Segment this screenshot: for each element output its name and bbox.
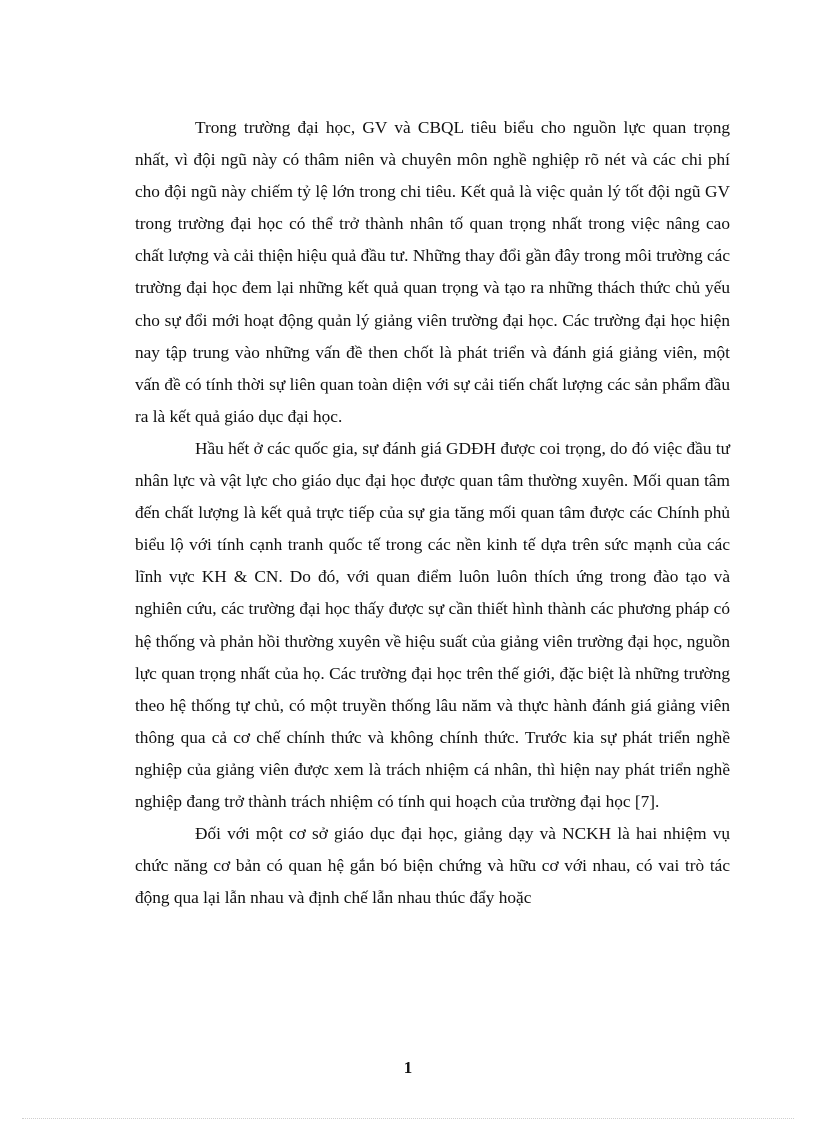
paragraph-3: Đối với một cơ sở giáo dục đại học, giảng dạy và NCKH là hai nhiệm vụ chức năng cơ bản có quan hệ gắn bó biện chứng và hữu cơ với nhau, có vai trò tác động qua lại lẫn nhau và định chế lẫn nhau thúc đẩy hoặc xyxy=(135,824,730,908)
paragraph-1: Trong trường đại học, GV và CBQL tiêu biểu cho nguồn lực quan trọng nhất, vì đội ngũ này có thâm niên và chuyên môn nghề nghiệp rõ nét và các chi phí cho đội ngũ này chiếm tỷ lệ lớn trong chi tiêu. Kết quả là việc quản lý tốt đội ngũ GV trong trường đại học có thể trở thành nhân tố quan trọng nhất trong việc nâng cao chất lượng và cải thiện hiệu quả đầu tư. Những thay đổi gần đây trong môi trường các trường đại học đem lại những kết quả quan trọng và tạo ra những thách thức chủ yếu cho sự đổi mới hoạt động quản lý giảng viên trường đại học. Các trường đại học hiện nay tập trung vào những vấn đề then chốt là phát triển và đánh giá giảng viên, một vấn đề có tính thời sự liên quan toàn diện với sự cải tiến chất lượng các sản phẩm đầu ra là kết quả giáo dục đại học. xyxy=(135,118,730,426)
paragraph-2: Hầu hết ở các quốc gia, sự đánh giá GDĐH được coi trọng, do đó việc đầu tư nhân lực và vật lực cho giáo dục đại học được quan tâm thường xuyên. Mối quan tâm đến chất lượng là kết quả trực tiếp của sự gia tăng mối quan tâm được các Chính phủ biểu lộ với tính cạnh tranh quốc tế trong các nền kinh tế dựa trên sức mạnh của các lĩnh vực KH & CN. Do đó, với quan điểm luôn luôn thích ứng trong đào tạo và nghiên cứu, các trường đại học thấy được sự cần thiết hình thành các phương pháp có hệ thống và phản hồi thường xuyên về hiệu suất của giảng viên trường đại học, nguồn lực quan trọng nhất của họ. Các trường đại học trên thế giới, đặc biệt là những trường theo hệ thống tự chủ, có một truyền thống lâu năm và thực hành đánh giá giảng viên thông qua cả cơ chế chính thức và không chính thức. Trước kia sự phát triển nghề nghiệp của giảng viên được xem là trách nhiệm cá nhân, thì hiện nay phát triển nghề nghiệp đang trở thành trách nhiệm có tính qui hoạch của trường đại học [7]. xyxy=(135,438,730,811)
body-text xyxy=(135,112,730,914)
page-bottom-rule xyxy=(22,1118,794,1119)
page-number: 1 xyxy=(403,1058,413,1077)
